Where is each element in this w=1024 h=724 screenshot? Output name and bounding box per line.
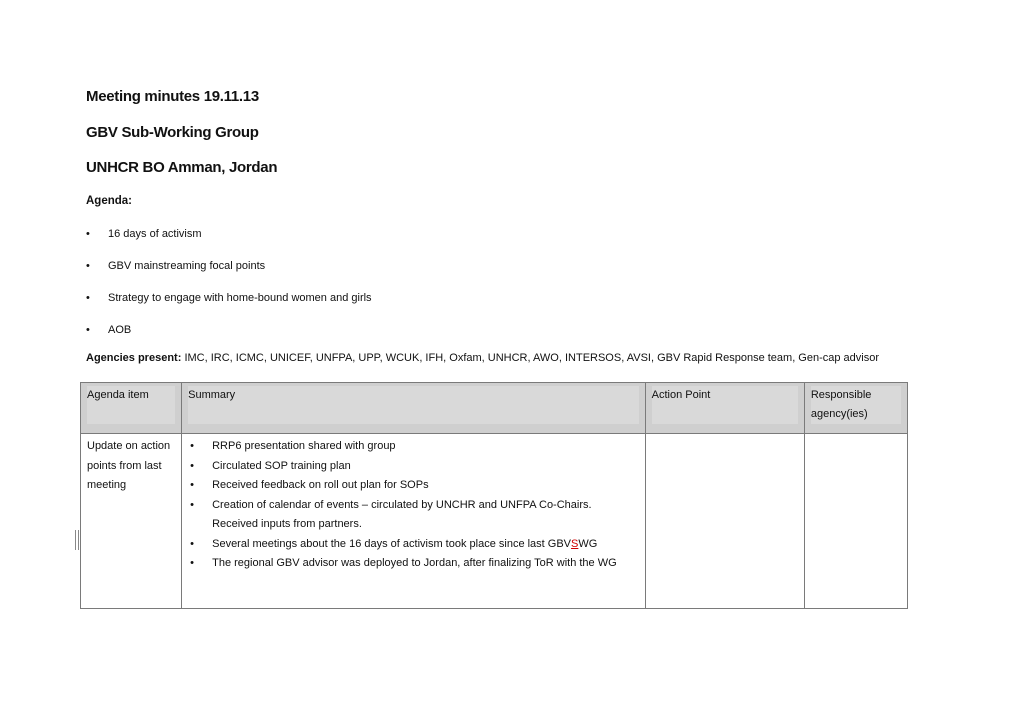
bullet-icon: • — [86, 260, 90, 272]
working-group-title: GBV Sub-Working Group — [86, 124, 259, 141]
agencies-label: Agencies present: — [86, 352, 182, 364]
minutes-table — [80, 382, 908, 609]
list-item: • Several meetings about the 16 days of activism took place since last GBVSWG — [188, 535, 639, 555]
bullet-icon: • — [86, 292, 90, 304]
summary-list — [188, 437, 639, 574]
agencies-present — [86, 352, 879, 364]
agenda-label: Agenda: — [86, 195, 132, 207]
spelling-mark: S — [571, 537, 579, 550]
cell-action-point — [645, 434, 804, 609]
bullet-icon: • — [190, 459, 194, 472]
bullet-icon: • — [86, 228, 90, 240]
bullet-icon: • — [190, 479, 194, 491]
list-item: • Circulated SOP training plan — [188, 457, 639, 477]
agenda-list-item: • 16 days of activism — [86, 228, 202, 240]
bullet-icon: • — [190, 440, 194, 452]
header-action-point: Action Point — [645, 383, 804, 434]
list-item: • Received feedback on roll out plan for SOPs — [188, 476, 639, 496]
bullet-icon: • — [86, 324, 90, 336]
list-item: • The regional GBV advisor was deployed to Jordan, after finalizing ToR with the WG — [188, 554, 639, 574]
location-title: UNHCR BO Amman, Jordan — [86, 159, 278, 176]
cell-responsible — [804, 434, 907, 609]
agencies-list: IMC, IRC, ICMC, UNICEF, UNFPA, UPP, WCUK, IFH, Oxfam, UNHCR, AWO, INTERSOS, AVSI, GBV Rapid Response team, Gen-cap advisor — [184, 352, 880, 364]
text-cursor-marker — [75, 530, 79, 550]
header-agenda-item: Agenda item — [81, 383, 182, 434]
bullet-icon: • — [190, 537, 194, 550]
agenda-list-item: • AOB — [86, 324, 132, 336]
agenda-list — [86, 226, 372, 354]
list-item: • RRP6 presentation shared with group — [188, 437, 639, 457]
cell-agenda-item: Update on action points from last meeting — [81, 434, 182, 609]
agenda-list-item: • GBV mainstreaming focal points — [86, 260, 266, 272]
bullet-icon: • — [190, 557, 194, 569]
table-row — [81, 434, 908, 609]
cell-summary — [182, 434, 646, 609]
header-summary: Summary — [182, 383, 646, 434]
bullet-icon: • — [190, 498, 194, 511]
table-header-row — [81, 383, 908, 434]
list-item: • Creation of calendar of events – circulated by UNCHR and UNFPA Co-Chairs. Received inputs from partners. — [188, 496, 639, 535]
agenda-list-item: • Strategy to engage with home-bound women and girls — [86, 292, 372, 304]
meeting-title: Meeting minutes 19.11.13 — [86, 88, 259, 105]
header-responsible: Responsible agency(ies) — [804, 383, 907, 434]
